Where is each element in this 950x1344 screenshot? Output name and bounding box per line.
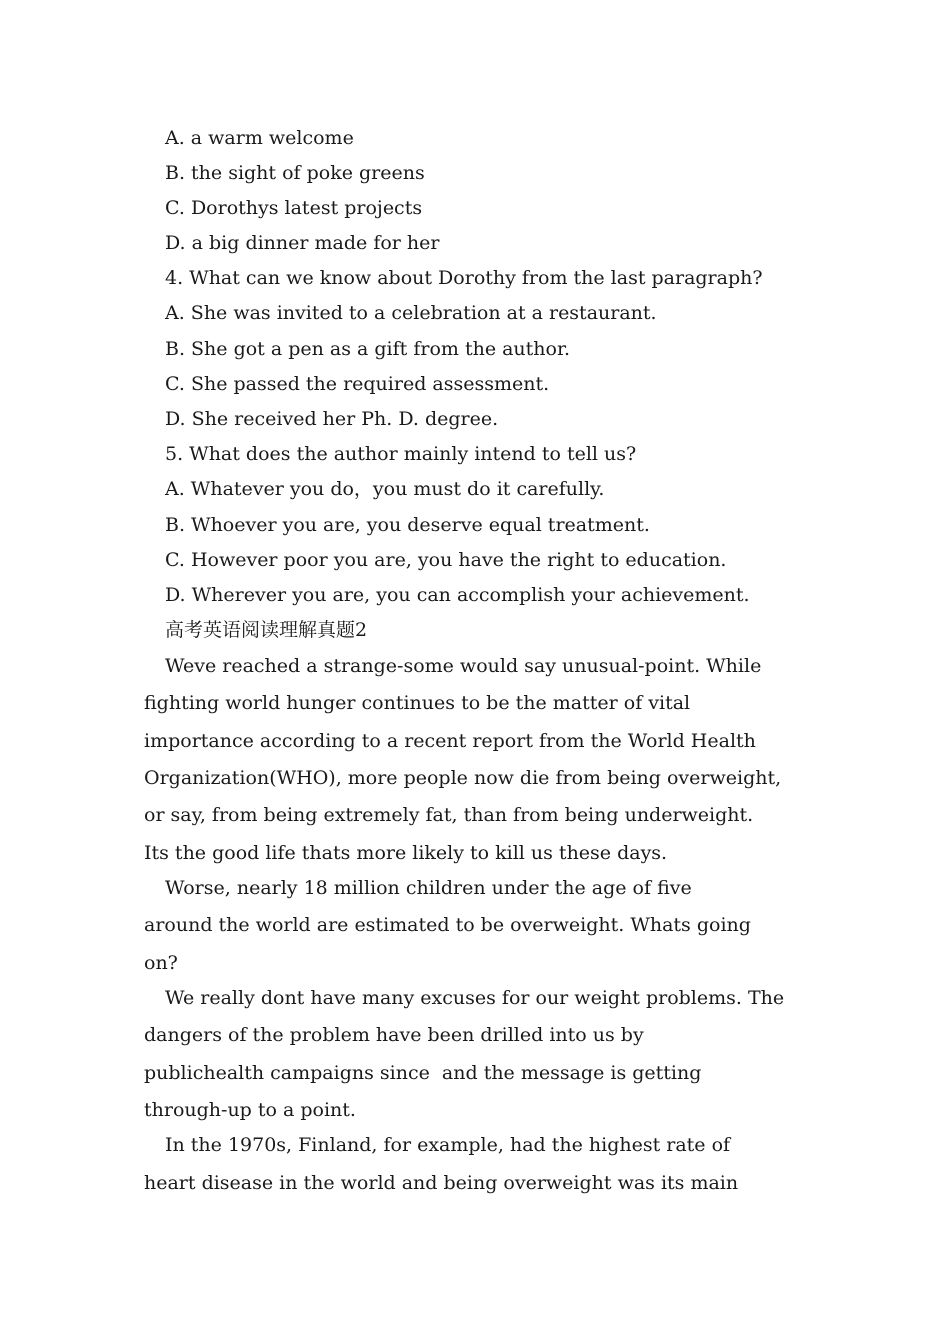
- section-heading: 高考英语阅读理解真题2: [165, 619, 368, 641]
- question-5-option-a: A. Whatever you do，you must do it carefully.: [165, 478, 605, 500]
- question-4-option-c: C. She passed the required assessment.: [165, 373, 550, 395]
- paragraph-1-line: Its the good life thats more likely to kill us these days.: [144, 842, 668, 864]
- paragraph-1-line: importance according to a recent report from the World Health: [144, 730, 756, 752]
- question-5-option-d: D. Wherever you are, you can accomplish your achievement.: [165, 584, 750, 606]
- question-4-stem: 4. What can we know about Dorothy from the last paragraph?: [165, 267, 763, 289]
- question-5-stem: 5. What does the author mainly intend to tell us?: [165, 443, 637, 465]
- question-4-option-b: B. She got a pen as a gift from the author.: [165, 338, 571, 360]
- option-b: B. the sight of poke greens: [165, 162, 425, 184]
- question-5-option-b: B. Whoever you are, you deserve equal treatment.: [165, 514, 650, 536]
- paragraph-3-line: through-up to a point.: [144, 1099, 356, 1121]
- paragraph-4-line: In the 1970s, Finland, for example, had the highest rate of: [165, 1134, 731, 1156]
- option-a: A. a warm welcome: [165, 127, 354, 149]
- paragraph-1-line: or say, from being extremely fat, than from being underweight.: [144, 804, 754, 826]
- option-d: D. a big dinner made for her: [165, 232, 440, 254]
- paragraph-3-line: We really dont have many excuses for our weight problems. The: [165, 987, 785, 1009]
- paragraph-2-line: Worse, nearly 18 million children under the age of five: [165, 877, 692, 899]
- paragraph-2-line: on?: [144, 952, 178, 974]
- question-4-option-d: D. She received her Ph. D. degree.: [165, 408, 499, 430]
- paragraph-3-line: publichealth campaigns since and the message is getting: [144, 1062, 702, 1084]
- option-c: C. Dorothys latest projects: [165, 197, 423, 219]
- paragraph-3-line: dangers of the problem have been drilled into us by: [144, 1024, 644, 1046]
- paragraph-1-line: fighting world hunger continues to be the matter of vital: [144, 692, 691, 714]
- question-5-option-c: C. However poor you are, you have the right to education.: [165, 549, 727, 571]
- paragraph-1-line: Organization(WHO), more people now die from being overweight,: [144, 767, 782, 789]
- question-4-option-a: A. She was invited to a celebration at a restaurant.: [165, 302, 657, 324]
- paragraph-2-line: around the world are estimated to be overweight. Whats going: [144, 914, 751, 936]
- paragraph-4-line: heart disease in the world and being overweight was its main: [144, 1172, 739, 1194]
- paragraph-1-line: Weve reached a strange-some would say unusual-point. While: [165, 655, 762, 677]
